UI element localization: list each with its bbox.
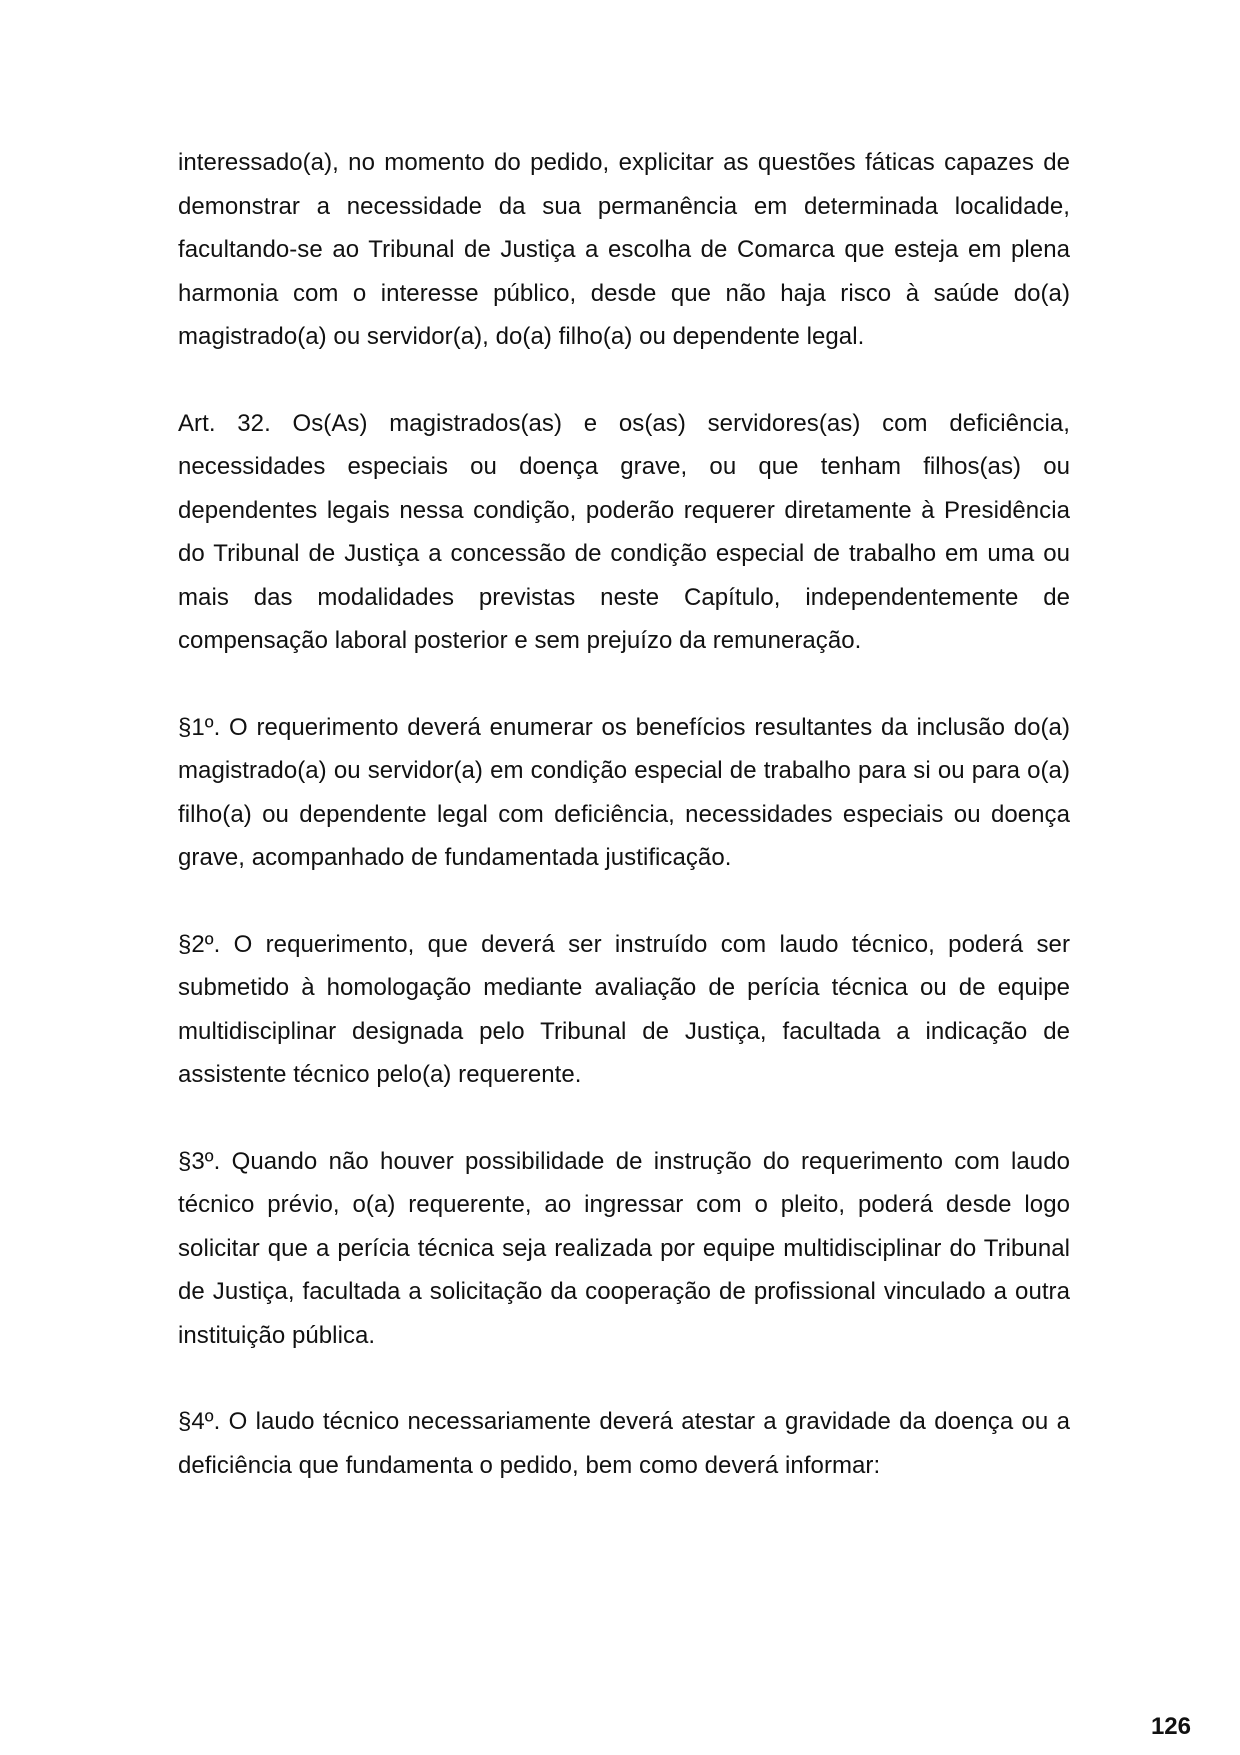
paragraph-continuation: interessado(a), no momento do pedido, explicitar as questões fáticas capazes de demonstrar a necessidade da sua permanência em determinada localidade, facultando-se ao Tribunal de Justiça a escolha de Comarca que esteja em plena harmonia com o interesse público, desde que não haja risco à saúde do(a) magistrado(a) ou servidor(a), do(a) filho(a) ou dependente legal. (178, 149, 1070, 350)
paragraph-article-32: Art. 32. Os(As) magistrados(as) e os(as) servidores(as) com deficiência, necessidades especiais ou doença grave, ou que tenham filhos(as) ou dependentes legais nessa condição, poderão requerer diretamente à Presidência do Tribunal de Justiça a concessão de condição especial de trabalho em uma ou mais das modalidades previstas neste Capítulo, independentemente de compensação laboral posterior e sem prejuízo da remuneração. (178, 409, 1070, 654)
page-number: 126 (1150, 1713, 1191, 1740)
paragraph-section-2: §2º. O requerimento, que deverá ser instruído com laudo técnico, poderá ser submetido à homologação mediante avaliação de perícia técnica ou de equipe multidisciplinar designada pelo Tribunal de Justiça, facultada a indicação de assistente técnico pelo(a) requerente. (178, 930, 1070, 1088)
paragraph-section-4: §4º. O laudo técnico necessariamente deverá atestar a gravidade da doença ou a deficiência que fundamenta o pedido, bem como deverá informar: (178, 1408, 1070, 1479)
document-body (178, 141, 1070, 1487)
paragraph-section-3: §3º. Quando não houver possibilidade de instrução do requerimento com laudo técnico prévio, o(a) requerente, ao ingressar com o pleito, poderá desde logo solicitar que a perícia técnica seja realizada por equipe multidisciplinar do Tribunal de Justiça, facultada a solicitação da cooperação de profissional vinculado a outra instituição pública. (178, 1147, 1070, 1349)
paragraph-section-1: §1º. O requerimento deverá enumerar os benefícios resultantes da inclusão do(a) magistrado(a) ou servidor(a) em condição especial de trabalho para si ou para o(a) filho(a) ou dependente legal com deficiência, necessidades especiais ou doença grave, acompanhado de fundamentada justificação. (178, 713, 1070, 871)
